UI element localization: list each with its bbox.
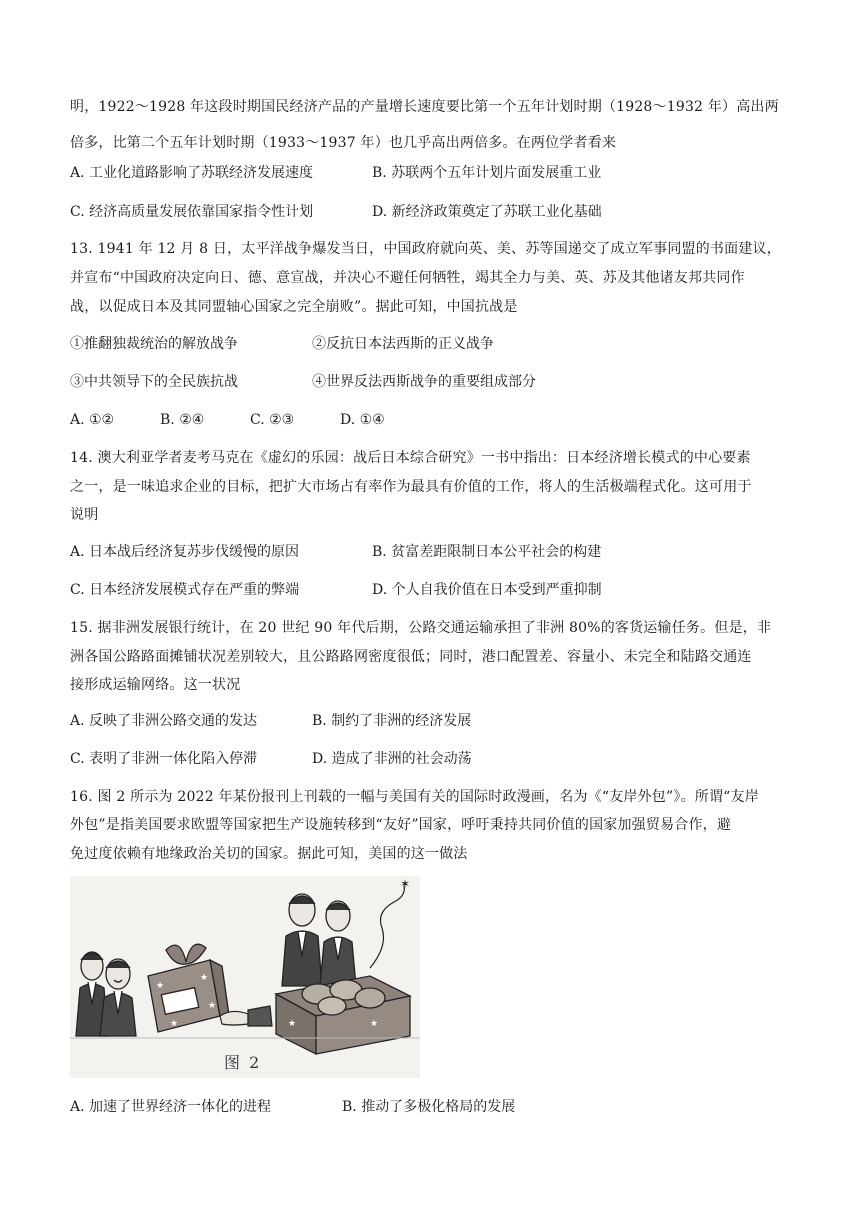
svg-text:★: ★	[156, 981, 165, 991]
q16-text-line: 免过度依赖有地缘政治关切的国家。据此可知，美国的这一做法	[70, 846, 468, 862]
fuse-line	[370, 877, 410, 968]
q13-text-line: 并宣布“中国政府决定向日、德、意宣战，并决心不避任何牺牲，竭其全力与美、英、苏及其他诸友邦共同作	[70, 270, 745, 286]
q12-option-b[interactable]: B. 苏联两个五年计划片面发展重工业	[372, 165, 602, 181]
q14-text-line: 之一，是一味追求企业的目标，把扩大市场占有率作为最具有价值的工作，将人的生活极端程式化。这可用于	[70, 479, 752, 495]
q13-option-c[interactable]: C. ②③	[250, 412, 295, 428]
q14-option-b[interactable]: B. 贫富差距限制日本公平社会的构建	[372, 544, 602, 560]
q13-text-line: 战，以促成日本及其同盟轴心国家之完全崩败”。据此可知，中国抗战是	[70, 299, 518, 315]
q15-option-b[interactable]: B. 制约了非洲的经济发展	[312, 713, 472, 729]
q12-option-c[interactable]: C. 经济高质量发展依靠国家指令性计划	[70, 204, 314, 220]
cartoon-figure	[70, 876, 420, 1078]
svg-text:✶: ✶	[400, 877, 411, 891]
q16-option-a[interactable]: A. 加速了世界经济一体化的进程	[70, 1099, 272, 1115]
svg-text:★: ★	[200, 973, 209, 983]
q13-option-b[interactable]: B. ②④	[160, 412, 205, 428]
svg-text:★: ★	[288, 1019, 297, 1029]
q15-text-line: 接形成运输网络。这一状况	[70, 677, 241, 693]
q15-text-line: 15. 据非洲发展银行统计，在 20 世纪 90 年代后期，公路交通运输承担了非洲 80%的客货运输任务。但是，非	[70, 620, 772, 636]
q13-option-a[interactable]: A. ①②	[70, 412, 115, 428]
q12-text-line: 倍多，比第二个五年计划时期（1933～1937 年）也几乎高出两倍多。在两位学者看来	[70, 135, 617, 151]
q15-option-d[interactable]: D. 造成了非洲的社会动荡	[312, 751, 472, 767]
q14-option-c[interactable]: C. 日本经济发展模式存在严重的弊端	[70, 582, 300, 598]
box-of-potatoes	[276, 976, 410, 1054]
q15-text-line: 洲各国公路路面摊铺状况差别较大，且公路路网密度很低；同时，港口配置差、容量小、未完全和陆路交通连	[70, 649, 752, 665]
q12-option-d[interactable]: D. 新经济政策奠定了苏联工业化基础	[372, 204, 602, 220]
man-right-2	[320, 901, 356, 986]
man-left-2	[100, 959, 136, 1036]
man-right-1	[282, 894, 322, 986]
q14-option-a[interactable]: A. 日本战后经济复苏步伐缓慢的原因	[70, 544, 300, 560]
q12-option-a[interactable]: A. 工业化道路影响了苏联经济发展速度	[70, 165, 314, 181]
svg-text:★: ★	[370, 1019, 379, 1029]
cartoon-illustration	[70, 876, 420, 1078]
gift-box	[148, 944, 230, 1032]
svg-text:★: ★	[170, 1019, 179, 1029]
q14-option-d[interactable]: D. 个人自我价值在日本受到严重抑制	[372, 582, 602, 598]
q15-option-c[interactable]: C. 表明了非洲一体化陷入停滞	[70, 751, 258, 767]
figure-caption: 图 2	[224, 1053, 262, 1072]
q15-option-a[interactable]: A. 反映了非洲公路交通的发达	[70, 713, 258, 729]
q12-text-line: 明，1922～1928 年这段时期国民经济产品的产量增长速度要比第一个五年计划时期（1928～1932 年）高出两	[70, 99, 779, 115]
svg-text:★: ★	[208, 1001, 217, 1011]
q14-text-line: 说明	[70, 507, 99, 523]
q13-statement-3: ③中共领导下的全民族抗战	[70, 374, 238, 390]
q13-option-d[interactable]: D. ①④	[340, 412, 385, 428]
q16-text-line: 16. 图 2 所示为 2022 年某份报刊上刊载的一幅与美国有关的国际时政漫画，名为《“友岸外包”》。所谓“友岸	[70, 789, 759, 805]
q14-text-line: 14. 澳大利亚学者麦考马克在《虚幻的乐园：战后日本综合研究》一书中指出：日本经济增长模式的中心要素	[70, 450, 751, 466]
q16-text-line: 外包”是指美国要求欧盟等国家把生产设施转移到“友好”国家，呼吁秉持共同价值的国家加强贸易合作，避	[70, 817, 732, 833]
q13-statement-4: ④世界反法西斯战争的重要组成部分	[312, 374, 536, 390]
q13-text-line: 13. 1941 年 12 月 8 日，太平洋战争爆发当日，中国政府就向英、美、苏等国递交了成立军事同盟的书面建议，	[70, 241, 781, 257]
q13-statement-2: ②反抗日本法西斯的正义战争	[312, 336, 494, 352]
q13-statement-1: ①推翻独裁统治的解放战争	[70, 336, 238, 352]
q16-option-b[interactable]: B. 推动了多极化格局的发展	[342, 1099, 516, 1115]
